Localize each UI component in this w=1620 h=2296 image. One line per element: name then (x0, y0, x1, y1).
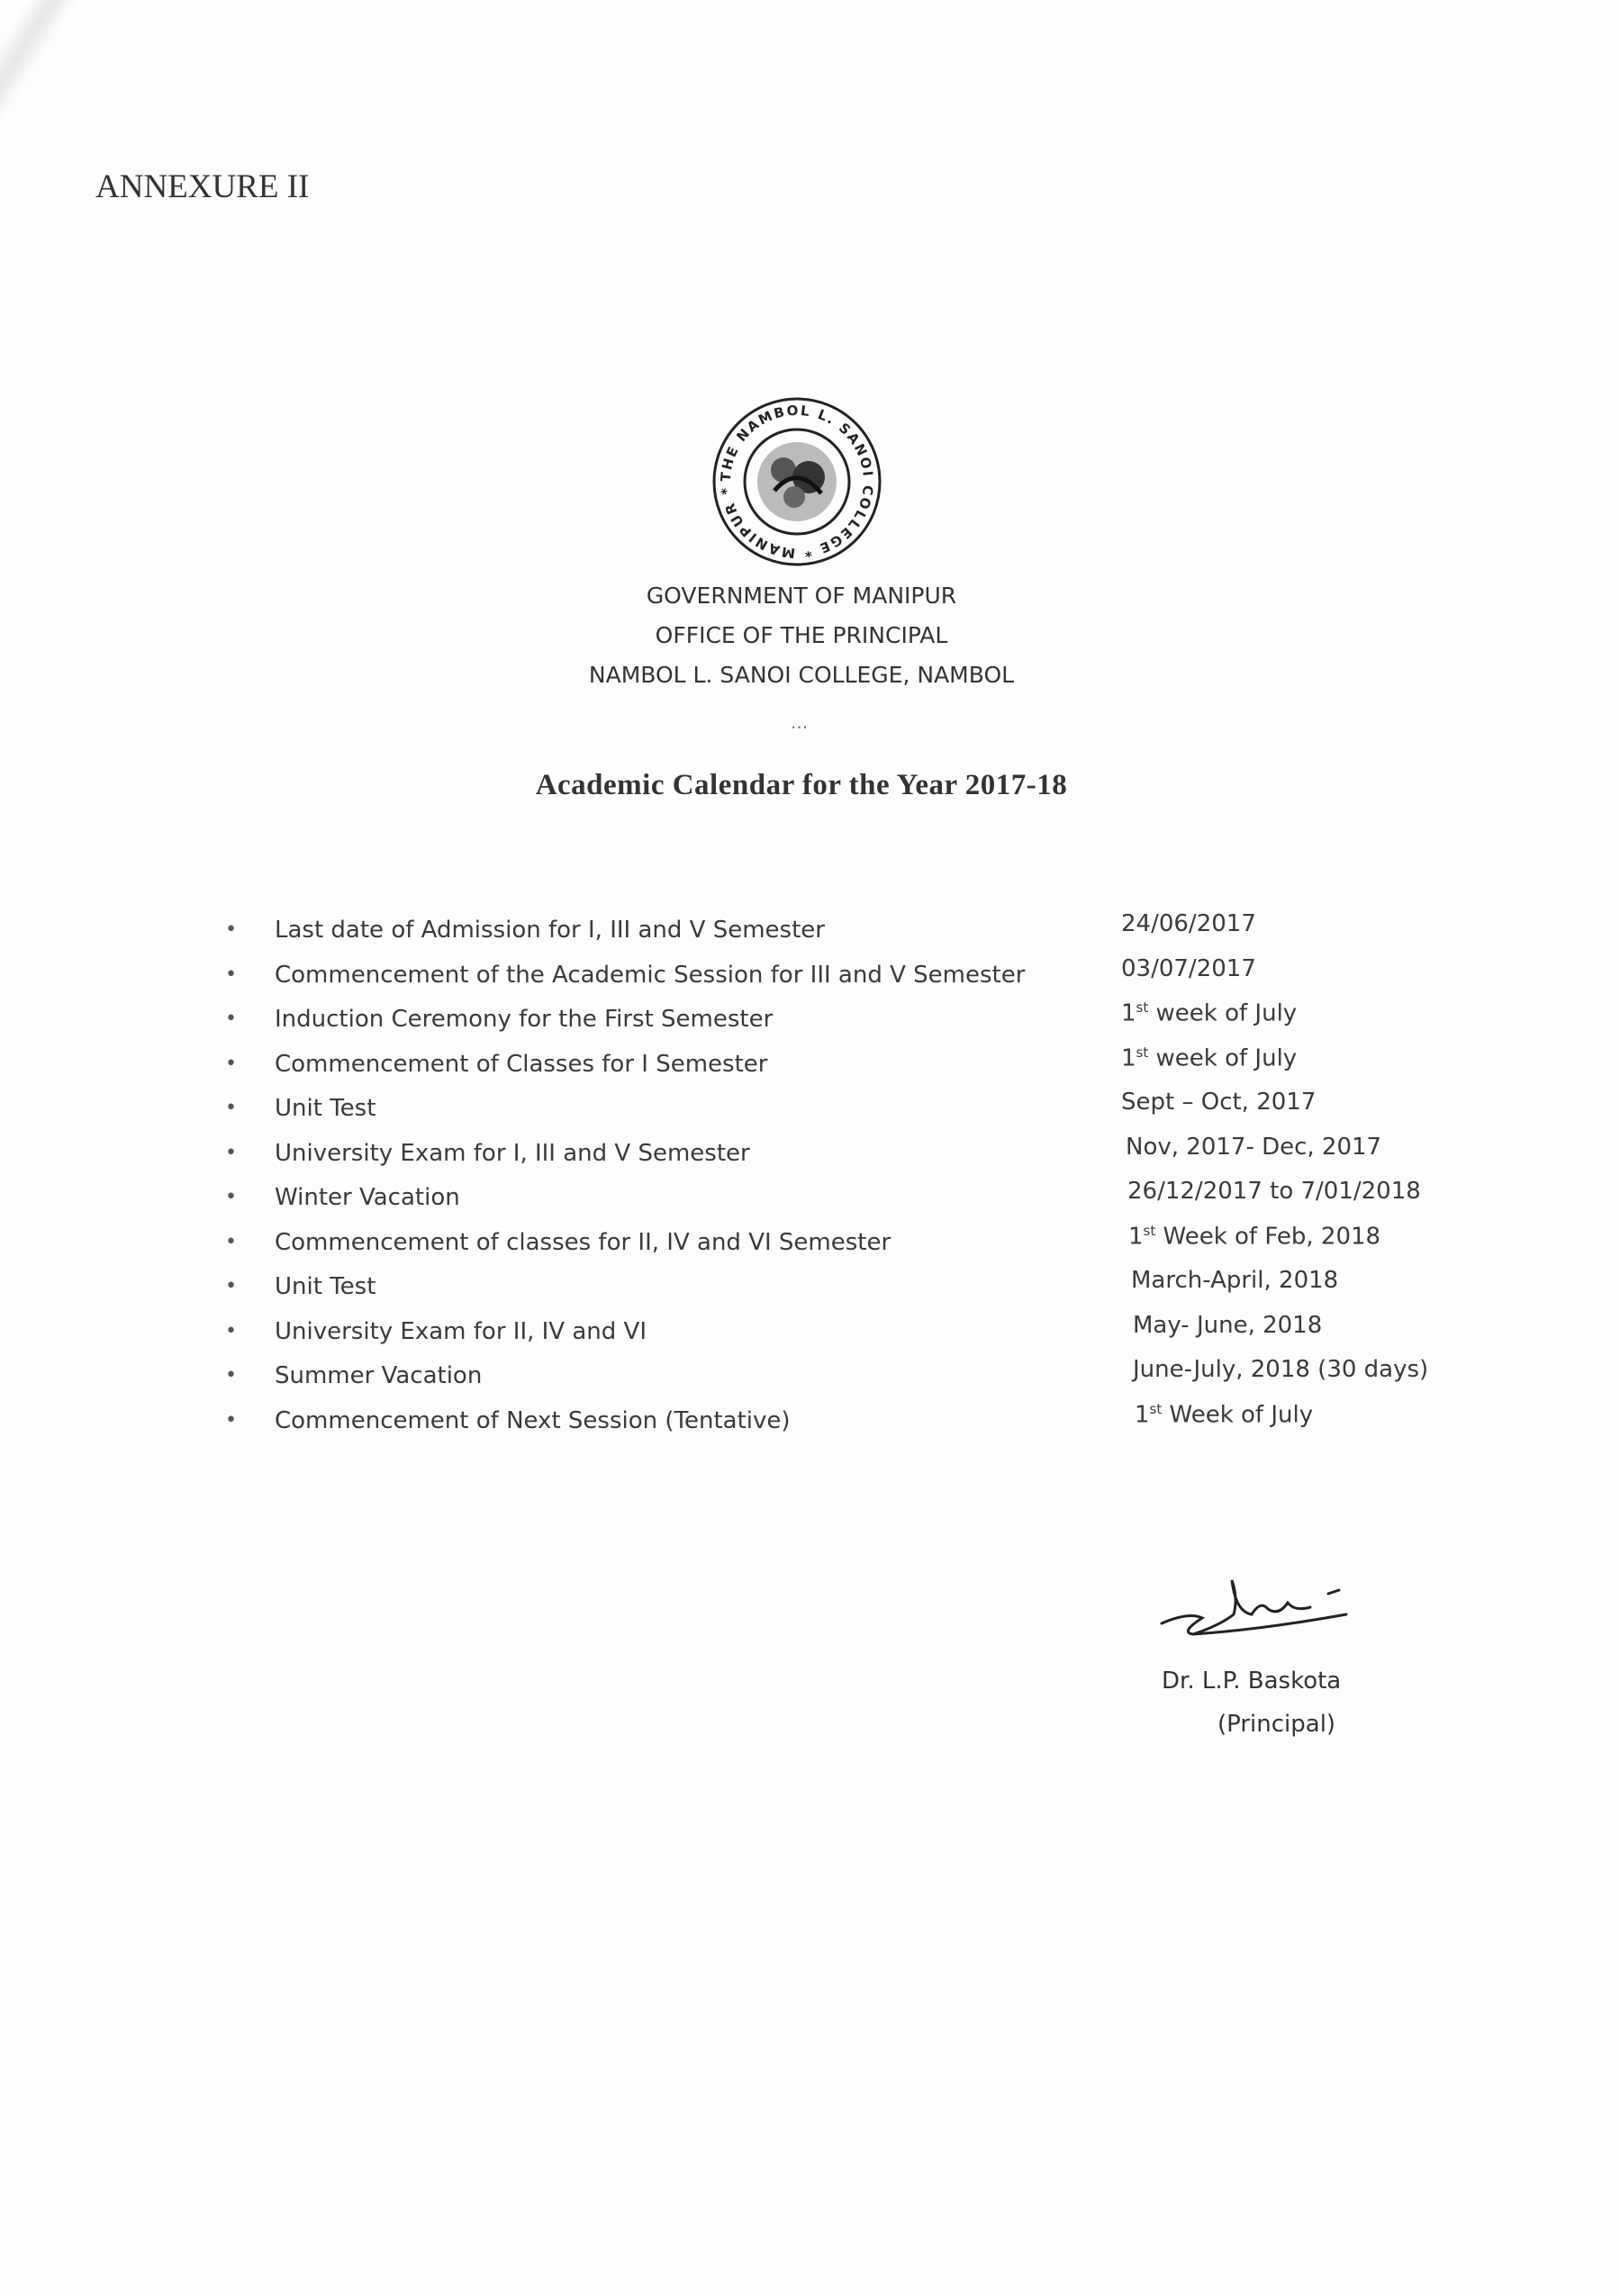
document-title: Academic Calendar for the Year 2017-18 (535, 769, 1068, 801)
seal-emblem-icon (757, 442, 837, 521)
bullet-icon: • (225, 1186, 237, 1208)
calendar-event: Winter Vacation (275, 1184, 460, 1211)
calendar-event: Induction Ceremony for the First Semester (275, 1006, 774, 1033)
calendar-list (225, 910, 1486, 1451)
bullet-icon: • (225, 1141, 237, 1164)
list-item (225, 910, 1486, 962)
calendar-event: Commencement of Classes for I Semester (275, 1050, 768, 1078)
calendar-date: Nov, 2017- Dec, 2017 (1126, 1133, 1382, 1161)
calendar-event: Commencement of Next Session (Tentative) (275, 1406, 791, 1434)
calendar-date: 24/06/2017 (1121, 910, 1256, 937)
calendar-event: University Exam for II, IV and VI (275, 1317, 647, 1345)
bullet-icon: • (225, 1230, 237, 1253)
bullet-icon: • (225, 1319, 237, 1342)
bullet-icon: • (225, 1275, 237, 1297)
signatory-block (1162, 1659, 1341, 1746)
calendar-event: Commencement of the Academic Session for III and V Semester (275, 961, 1026, 989)
signatory-designation: (Principal) (1217, 1711, 1336, 1738)
bullet-icon: • (225, 1408, 237, 1432)
bullet-icon: • (225, 1364, 237, 1387)
signatory-name: Dr. L.P. Baskota (1162, 1668, 1342, 1695)
calendar-date: 26/12/2017 to 7/01/2018 (1127, 1178, 1421, 1205)
bullet-icon: • (225, 963, 237, 986)
bullet-icon: • (225, 1052, 237, 1075)
calendar-date: 1st Week of Feb, 2018 (1128, 1222, 1381, 1251)
calendar-event: Unit Test (275, 1273, 376, 1300)
calendar-date: 1st Week of July (1135, 1400, 1314, 1429)
header-office: OFFICE OF THE PRINCIPAL (655, 622, 948, 648)
calendar-event: Last date of Admission for I, III and V Semester (275, 917, 825, 944)
seal-text: THE NAMBOL L. SANOI COLLEGE * MANIPUR * (717, 402, 877, 562)
bullet-icon: • (225, 1008, 237, 1030)
calendar-date: 03/07/2017 (1121, 954, 1256, 982)
calendar-event: University Exam for I, III and V Semester (275, 1139, 750, 1167)
bullet-icon: • (225, 918, 237, 941)
calendar-event: Summer Vacation (275, 1362, 483, 1389)
college-seal (711, 396, 882, 567)
header-separator: ... (791, 711, 809, 733)
header-government: GOVERNMENT OF MANIPUR (646, 583, 957, 609)
calendar-date: June-July, 2018 (30 days) (1133, 1356, 1429, 1383)
header-college: NAMBOL L. SANOI COLLEGE, NAMBOL (588, 662, 1015, 688)
calendar-event: Unit Test (275, 1095, 376, 1122)
bullet-icon: • (225, 1097, 237, 1119)
annexure-label: ANNEXURE II (95, 168, 310, 205)
calendar-date: May- June, 2018 (1133, 1311, 1323, 1339)
calendar-date: 1st week of July (1121, 999, 1298, 1027)
calendar-date: 1st week of July (1121, 1044, 1298, 1072)
calendar-event: Commencement of classes for II, IV and VI Semester (275, 1228, 891, 1256)
letterhead (486, 576, 1117, 695)
scan-streak (0, 0, 85, 564)
calendar-date: March-April, 2018 (1131, 1267, 1339, 1294)
signature (1153, 1562, 1360, 1643)
calendar-date: Sept – Oct, 2017 (1121, 1089, 1317, 1116)
list-item (225, 1400, 1486, 1452)
